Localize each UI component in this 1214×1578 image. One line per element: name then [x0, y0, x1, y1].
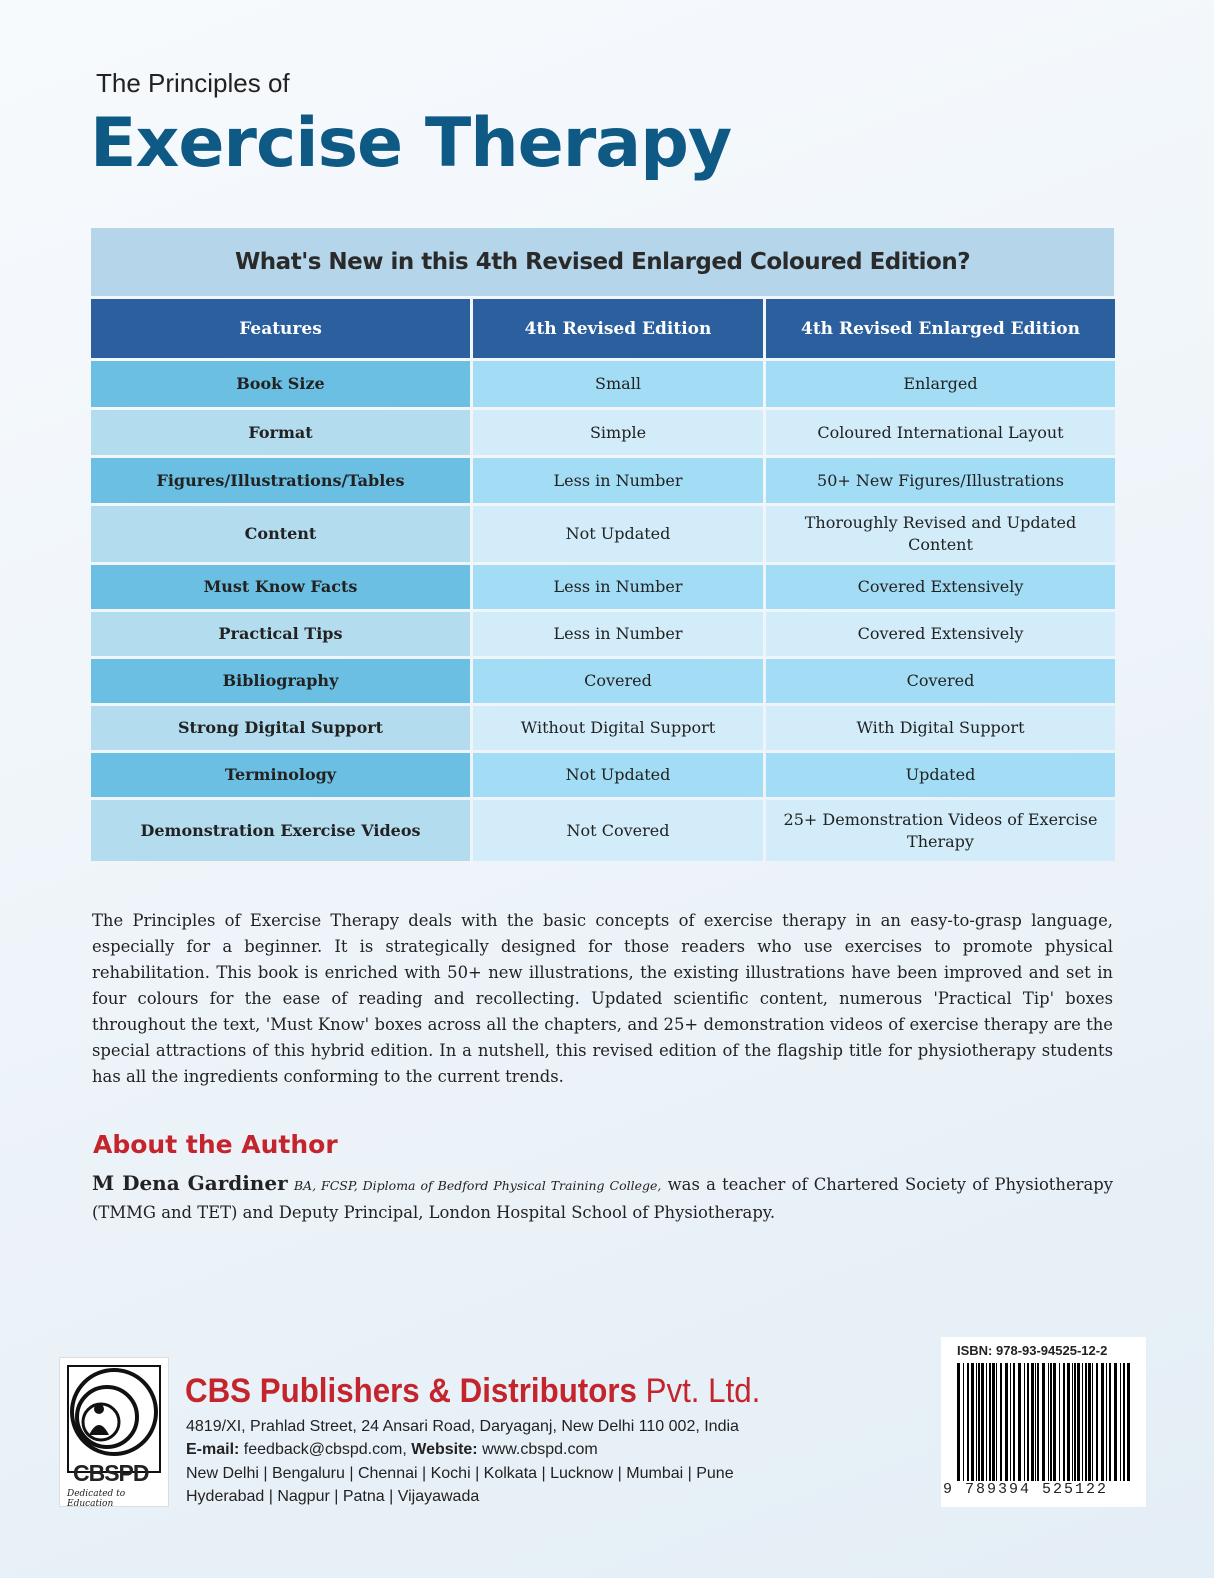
enlarged-edition-cell: 25+ Demonstration Videos of Exercise Therapy	[766, 800, 1115, 861]
about-author	[92, 1170, 1113, 1226]
barcode-bar	[1120, 1363, 1121, 1481]
revised-edition-cell: Without Digital Support	[473, 706, 763, 750]
publisher-contact	[186, 1441, 598, 1459]
author-name: M Dena Gardiner	[92, 1171, 288, 1195]
email-label: E-mail:	[186, 1441, 240, 1458]
cover-subtitle: The Principles of	[96, 68, 290, 98]
publisher-logo	[59, 1357, 169, 1507]
barcode-bar	[1050, 1363, 1052, 1481]
table-row	[91, 506, 1114, 562]
publisher-cities: New Delhi | Bengaluru | Chennai | Kochi | Kolkata | Lucknow | Mumbai | Pune	[186, 1465, 734, 1482]
table-row	[91, 706, 1114, 750]
enlarged-edition-cell: With Digital Support	[766, 706, 1115, 750]
barcode-bar	[1123, 1363, 1125, 1481]
barcode-bar	[996, 1363, 997, 1481]
logo-text: CBSPD	[73, 1460, 149, 1486]
revised-edition-cell: Not Covered	[473, 800, 763, 861]
publisher-name	[185, 1372, 760, 1411]
isbn-digits: 9 789394 525122	[943, 1481, 1109, 1498]
barcode-bar	[1010, 1363, 1011, 1481]
table-row	[91, 753, 1114, 797]
barcode-bar	[1092, 1363, 1093, 1481]
feature-cell: Must Know Facts	[91, 565, 470, 609]
table-row	[91, 612, 1114, 656]
enlarged-edition-cell: Covered	[766, 659, 1115, 703]
barcode-bar	[1085, 1363, 1087, 1481]
barcode-bar	[981, 1363, 984, 1481]
table-row	[91, 565, 1114, 609]
revised-edition-cell: Less in Number	[473, 612, 763, 656]
header-cell: Features	[91, 299, 470, 358]
revised-edition-cell: Covered	[473, 659, 763, 703]
barcode-bar	[1013, 1363, 1015, 1481]
enlarged-edition-cell: Covered Extensively	[766, 612, 1115, 656]
barcode-bar	[978, 1363, 980, 1481]
barcode-bar	[957, 1363, 960, 1481]
barcode-bar	[1048, 1363, 1049, 1481]
comparison-table	[91, 228, 1114, 861]
isbn-label: ISBN: 978-93-94525-12-2	[957, 1343, 1108, 1358]
feature-cell: Practical Tips	[91, 612, 470, 656]
barcode-bar	[967, 1363, 969, 1481]
website-link[interactable]: www.cbspd.com	[482, 1441, 598, 1458]
logo-tagline: Dedicated to Education	[67, 1489, 126, 1509]
feature-cell: Bibliography	[91, 659, 470, 703]
barcode-bar	[1035, 1363, 1036, 1481]
barcode-bar	[986, 1363, 987, 1481]
barcode-bar	[1018, 1363, 1021, 1481]
feature-cell: Figures/Illustrations/Tables	[91, 458, 470, 503]
header-cell: 4th Revised Edition	[473, 299, 763, 358]
barcode-bar	[1005, 1363, 1008, 1481]
header-cell: 4th Revised Enlarged Edition	[766, 299, 1115, 358]
book-description: The Principles of Exercise Therapy deals with the basic concepts of exercise therapy in an easy-to-grasp language, especially for a beginner. It is strategically designed for those readers who use exercises to promote physical rehabilitation. This book is enriched with 50+ new illustrations, the existing illustrations have been improved and set in four colours for the ease of reading and recollecting. Updated scientific content, numerous 'Practical Tip' boxes throughout the text, 'Must Know' boxes across all the chapters, and 25+ demonstration videos of exercise therapy are the special attractions of this hybrid edition. In a nutshell, this revised edition of the flagship title for physiotherapy students has all the ingredients conforming to the current trends.	[92, 911, 1113, 1086]
barcode-bar	[1059, 1363, 1060, 1481]
publisher-address: 4819/XI, Prahlad Street, 24 Ansari Road, Daryaganj, New Delhi 110 002, India	[186, 1418, 739, 1435]
website-label: Website:	[411, 1441, 478, 1458]
enlarged-edition-cell: Updated	[766, 753, 1115, 797]
publisher-cities-2: Hyderabad | Nagpur | Patna | Vijayawada	[186, 1488, 480, 1505]
barcode-bar	[1067, 1363, 1070, 1481]
barcode-bar	[1106, 1363, 1107, 1481]
barcode-icon	[953, 1363, 1133, 1481]
enlarged-edition-cell: Enlarged	[766, 361, 1115, 407]
revised-edition-cell: Not Updated	[473, 753, 763, 797]
revised-edition-cell: Less in Number	[473, 565, 763, 609]
feature-cell: Content	[91, 506, 470, 562]
barcode-bar	[1088, 1363, 1091, 1481]
barcode-bar	[1077, 1363, 1080, 1481]
barcode-bar	[1072, 1363, 1073, 1481]
barcode-bar	[971, 1363, 974, 1481]
barcode-bar	[1127, 1363, 1130, 1481]
barcode-bar	[976, 1363, 977, 1481]
feature-cell: Demonstration Exercise Videos	[91, 800, 470, 861]
publisher-name-text: CBS Publishers & Distributors	[185, 1372, 637, 1410]
author-credentials: BA, FCSP, Diploma of Bedford Physical Training College,	[293, 1178, 662, 1193]
feature-cell: Terminology	[91, 753, 470, 797]
barcode-bar	[1000, 1363, 1002, 1481]
barcode-bar	[992, 1363, 995, 1481]
revised-edition-cell: Simple	[473, 410, 763, 455]
table-row	[91, 659, 1114, 703]
enlarged-edition-cell: 50+ New Figures/Illustrations	[766, 458, 1115, 503]
barcode-bar	[1114, 1363, 1117, 1481]
barcode-bar	[963, 1363, 964, 1481]
publisher-suffix: Pvt. Ltd.	[645, 1372, 761, 1410]
table-header-row	[91, 299, 1114, 358]
table-caption: What's New in this 4th Revised Enlarged Coloured Edition?	[91, 228, 1114, 296]
barcode-bar	[1096, 1363, 1098, 1481]
enlarged-edition-cell: Coloured International Layout	[766, 410, 1115, 455]
cover-title: Exercise Therapy	[90, 104, 732, 183]
enlarged-edition-cell: Thoroughly Revised and Updated Content	[766, 506, 1115, 562]
about-author-heading: About the Author	[93, 1130, 338, 1159]
isbn-barcode-box	[941, 1337, 1146, 1507]
enlarged-edition-cell: Covered Extensively	[766, 565, 1115, 609]
barcode-bar	[1037, 1363, 1039, 1481]
barcode-bar	[1063, 1363, 1065, 1481]
barcode-bar	[1027, 1363, 1029, 1481]
barcode-bar	[1024, 1363, 1025, 1481]
revised-edition-cell: Small	[473, 361, 763, 407]
table-row	[91, 458, 1114, 503]
meditating-figure-icon	[69, 1367, 159, 1457]
feature-cell: Strong Digital Support	[91, 706, 470, 750]
barcode-bar	[1053, 1363, 1056, 1481]
feature-cell: Book Size	[91, 361, 470, 407]
barcode-bar	[1074, 1363, 1076, 1481]
table-row	[91, 361, 1114, 407]
feature-cell: Format	[91, 410, 470, 455]
revised-edition-cell: Less in Number	[473, 458, 763, 503]
barcode-bar	[1031, 1363, 1034, 1481]
table-row	[91, 800, 1114, 861]
barcode-bar	[1101, 1363, 1104, 1481]
barcode-bar	[989, 1363, 991, 1481]
email-link[interactable]: feedback@cbspd.com,	[243, 1441, 407, 1458]
revised-edition-cell: Not Updated	[473, 506, 763, 562]
barcode-bar	[1042, 1363, 1045, 1481]
table-row	[91, 410, 1114, 455]
barcode-bar	[1082, 1363, 1083, 1481]
barcode-bar	[1109, 1363, 1111, 1481]
author-bio: was a teacher of Chartered Society of Physiotherapy (TMMG and TET) and Deputy Principal, London Hospital School of Physiotherapy.	[92, 1175, 1114, 1222]
